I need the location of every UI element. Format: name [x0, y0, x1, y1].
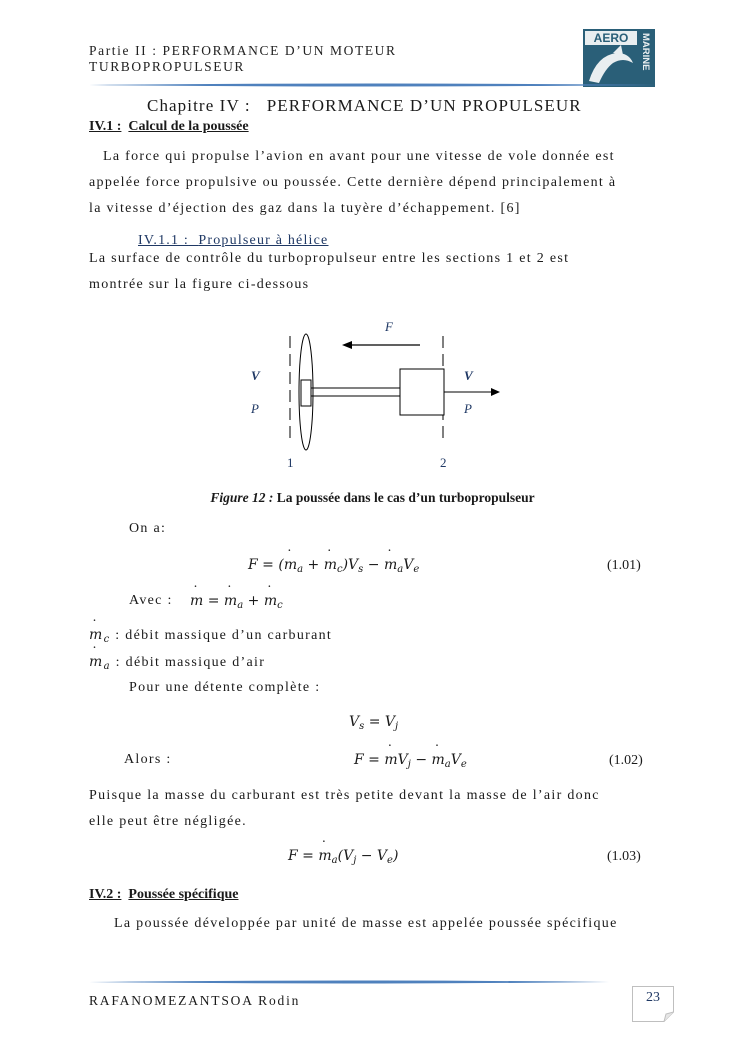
paragraph-force-propulsive — [89, 144, 649, 222]
text-line: La surface de contrôle du turbopropulseur entre les sections 1 et 2 est — [89, 251, 570, 266]
engine-block — [400, 369, 444, 415]
velocity-outlet-label: V — [464, 368, 473, 383]
alors-text: Alors : — [124, 752, 172, 767]
logo-text-marine: MARINE — [640, 33, 651, 71]
avec-text: Avec : — [129, 593, 173, 608]
page-number: 23 — [646, 990, 660, 1005]
section-number: IV.2 : — [89, 887, 122, 902]
text-line: la vitesse d’éjection des gaz dans la tuyère d’échappement. [6] — [89, 201, 521, 216]
aero-marine-logo — [583, 29, 655, 87]
chapter-title: Chapitre IV : PERFORMANCE D’UN PROPULSEUR — [147, 96, 582, 115]
on-a-text: On a: — [129, 521, 167, 536]
text-line: La force qui propulse l’avion en avant pour une vitesse de vole donnée est — [103, 149, 615, 164]
force-arrow — [342, 341, 420, 349]
pressure-inlet-label: P — [251, 401, 259, 416]
equation-mass-flow: ˙ m = ˙ $m_a$ + ˙ $m_c$ — [190, 593, 283, 611]
equation-2: F = ˙ $mV_j$ − ˙ $m_aV_e$ — [354, 752, 467, 770]
section-title: Poussée spécifique — [128, 887, 239, 902]
header-line-1: Partie II : PERFORMANCE D’UN MOTEUR — [89, 43, 397, 58]
section-1-label: 1 — [287, 455, 294, 470]
equation-2-number: (1.02) — [609, 753, 643, 768]
section-title: Calcul de la poussée — [128, 119, 249, 134]
pressure-outlet-label: P — [464, 401, 472, 416]
exit-flow-arrow — [444, 388, 500, 396]
equation-vs-vj: $V_s = V_j$ — [349, 714, 399, 732]
equation-1: F = (˙ $m_a$ + ˙ $m_c)V_s$ − ˙ $m_aV_e$ — [248, 557, 419, 575]
equation-3: F = ˙ $m_a(V_j - V_e)$ — [288, 848, 398, 866]
definition-mc: ˙ $m_c$ : débit massique d’un carburant — [89, 627, 332, 645]
figure-text: La poussée dans le cas d’un turbopropulseur — [276, 490, 535, 505]
equation-1-number: (1.01) — [607, 558, 641, 573]
footer-rule — [89, 980, 609, 984]
header-line-2: TURBOPROPULSEUR — [89, 59, 246, 74]
header-rule — [89, 83, 657, 87]
equation-3-number: (1.03) — [607, 849, 641, 864]
propeller-hub — [301, 380, 311, 406]
figure-caption — [0, 490, 745, 506]
footer-author: RAFANOMEZANTSOA Rodin — [89, 993, 301, 1008]
definition-ma: ˙ $m_a$ : débit massique d’air — [89, 654, 265, 672]
figure-label: Figure 12 : — [210, 490, 274, 505]
section-2-label: 2 — [440, 455, 447, 470]
velocity-inlet-label: V — [251, 368, 260, 383]
subsection-title: Propulseur à hélice — [198, 233, 329, 248]
turboprop-diagram — [238, 318, 508, 473]
section-heading-iv2 — [89, 887, 238, 903]
subsection-number: IV.1.1 : — [138, 233, 189, 248]
paragraph-negligible — [89, 783, 649, 835]
section-number: IV.1 : — [89, 119, 122, 134]
definition-mc-text: : débit massique d’un carburant — [115, 628, 333, 643]
detente-text: Pour une détente complète : — [129, 680, 321, 695]
text-line: appelée force propulsive ou poussée. Cette dernière dépend principalement à — [89, 175, 617, 190]
text-line: elle peut être négligée. — [89, 814, 247, 829]
paragraph-specific-thrust: La poussée développée par unité de masse est appelée poussée spécifique — [114, 916, 618, 931]
text-line: Puisque la masse du carburant est très petite devant la masse de l’air donc — [89, 788, 600, 803]
definition-ma-text: : débit massique d’air — [115, 655, 266, 670]
text-line: montrée sur la figure ci-dessous — [89, 277, 310, 292]
page-header — [89, 43, 397, 75]
paragraph-control-surface — [89, 246, 649, 298]
section-heading-iv1 — [89, 119, 249, 135]
force-label: F — [385, 319, 393, 334]
logo-text-aero: AERO — [593, 31, 629, 45]
